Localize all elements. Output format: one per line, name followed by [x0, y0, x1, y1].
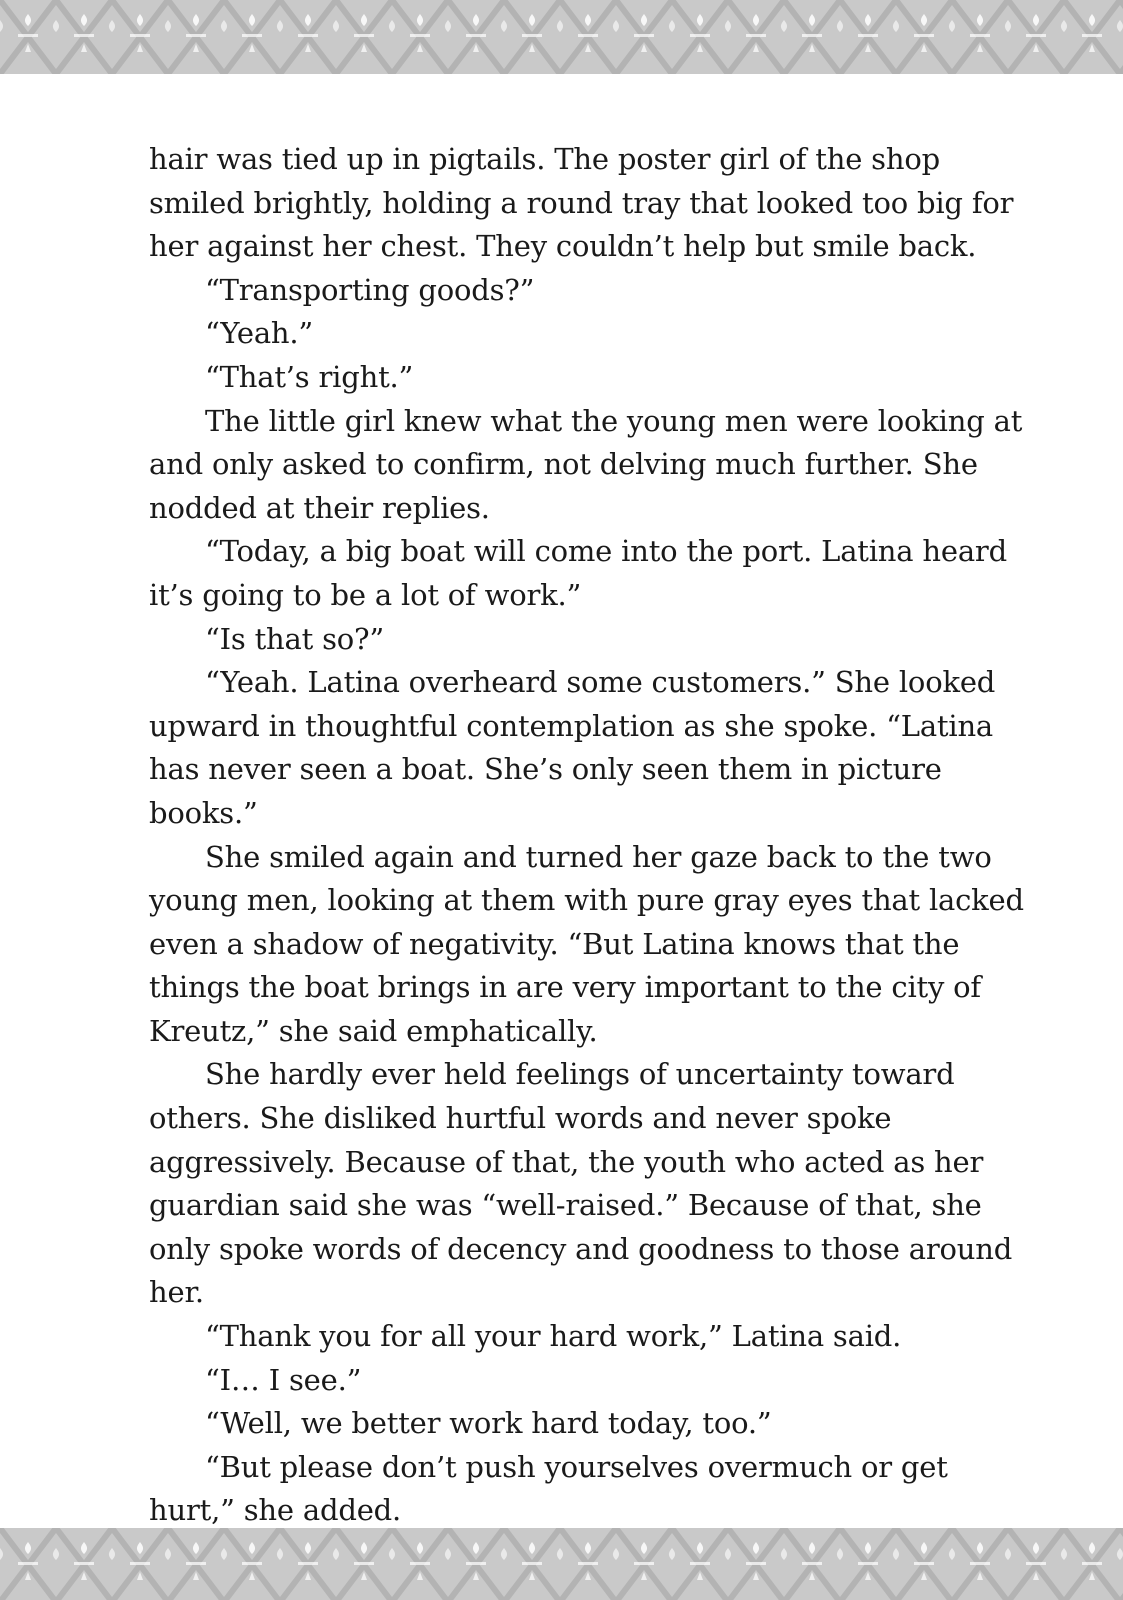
paragraph: The little girl knew what the young men were looking at and only asked to confirm, not delving much further. She nodded at their replies.: [149, 403, 1023, 525]
top-decorative-band: [0, 0, 1123, 74]
paragraph: “Transporting goods?”: [205, 272, 535, 307]
paragraph: She smiled again and turned her gaze back to the two young men, looking at them with pure gray eyes that lacked even a shadow of negativity. “But Latina knows that the things the boat brings in are very important to the city of Kreutz,” she said emphatically.: [149, 839, 1024, 1048]
paragraph: “Well, we better work hard today, too.”: [205, 1406, 772, 1441]
paragraph: “I… I see.”: [205, 1362, 362, 1397]
paragraph: “But please don’t push yourselves overmuch or get hurt,” she added.: [149, 1449, 948, 1528]
paragraph: “That’s right.”: [205, 359, 414, 394]
bottom-decorative-band: [0, 1528, 1123, 1600]
book-page-body: [149, 138, 1029, 1533]
diamond-fleur-pattern-icon: [0, 1528, 1123, 1600]
paragraph: “Today, a big boat will come into the port. Latina heard it’s going to be a lot of work.”: [149, 534, 1007, 612]
paragraph: “Yeah. Latina overheard some customers.” She looked upward in thoughtful contemplation as she spoke. “Latina has never seen a boat. She’s only seen them in picture books.”: [149, 665, 996, 830]
diamond-fleur-pattern-icon: [0, 0, 1123, 74]
paragraph: “Yeah.”: [205, 316, 314, 351]
paragraph: hair was tied up in pigtails. The poster girl of the shop smiled brightly, holding a round tray that looked too big for her against her chest. They couldn’t help but smile back.: [149, 142, 1014, 264]
paragraph: “Is that so?”: [205, 621, 384, 656]
paragraph: “Thank you for all your hard work,” Latina said.: [205, 1319, 902, 1354]
paragraph: She hardly ever held feelings of uncertainty toward others. She disliked hurtful words and never spoke aggressively. Because of that, the youth who acted as her guardian said she was “well-raised.” Because of that, she only spoke words of decency and goodness to those around her.: [149, 1057, 1013, 1310]
